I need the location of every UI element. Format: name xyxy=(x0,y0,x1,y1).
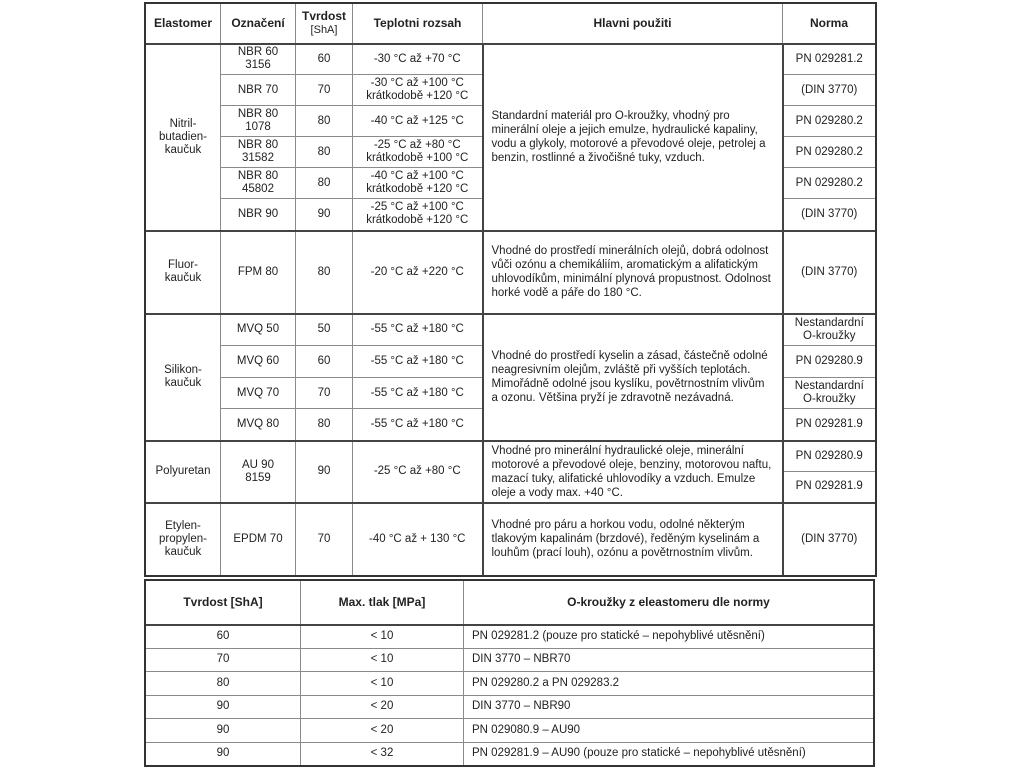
header-max-tlak: Max. tlak [MPa] xyxy=(301,581,464,625)
tvrdost-cell: 50 xyxy=(296,314,353,346)
tvrdost-cell: 70 xyxy=(146,648,301,672)
teplota-cell: -40 °C až + 130 °C xyxy=(353,503,483,576)
table-row xyxy=(146,742,874,766)
tvrdost-cell: 70 xyxy=(296,503,353,576)
elastomer-table xyxy=(145,3,876,576)
table-row xyxy=(146,648,874,672)
oznaceni-cell: NBR 80 45802 xyxy=(221,168,296,199)
tvrdost-cell: 80 xyxy=(296,168,353,199)
max-tlak-cell: < 10 xyxy=(301,648,464,672)
normy-cell: PN 029281.9 – AU90 (pouze pro statické – nepohyblivé utěsnění) xyxy=(464,742,874,766)
tvrdost-cell: 60 xyxy=(146,625,301,649)
norma-cell: Nestandardní O-kroužky xyxy=(783,314,876,346)
header-oznaceni: Označení xyxy=(221,4,296,44)
tvrdost-cell: 90 xyxy=(146,695,301,719)
oznaceni-cell: NBR 80 31582 xyxy=(221,137,296,168)
elastomer-cell: Nitril- butadien- kaučuk xyxy=(146,44,221,231)
elastomer-cell: Polyuretan xyxy=(146,441,221,503)
oznaceni-cell: MVQ 50 xyxy=(221,314,296,346)
oznaceni-cell: NBR 80 1078 xyxy=(221,106,296,137)
norma-cell: PN 029280.9 xyxy=(783,346,876,378)
tvrdost-cell: 90 xyxy=(146,742,301,766)
table-row xyxy=(146,314,876,346)
table-row xyxy=(146,231,876,314)
header-tvrdost: Tvrdost [ShA] xyxy=(146,581,301,625)
table-row xyxy=(146,625,874,649)
teplota-cell: -40 °C až +100 °C krátkodobě +120 °C xyxy=(353,168,483,199)
teplota-cell: -20 °C až +220 °C xyxy=(353,231,483,314)
pouziti-cell: Vhodné pro minerální hydraulické oleje, minerální motorové a převodové oleje, benziny, motorovou naftu, mazací tuky, alifatické uhlovodíky a vzduch. Emulze oleje a vody max. +40 °C. xyxy=(483,441,783,503)
norma-cell: PN 029280.2 xyxy=(783,106,876,137)
tvrdost-cell: 90 xyxy=(296,441,353,503)
oznaceni-cell: NBR 90 xyxy=(221,199,296,231)
norma-cell: (DIN 3770) xyxy=(783,199,876,231)
teplota-cell: -25 °C až +100 °C krátkodobě +120 °C xyxy=(353,199,483,231)
norma-cell: (DIN 3770) xyxy=(783,231,876,314)
teplota-cell: -55 °C až +180 °C xyxy=(353,409,483,441)
oznaceni-cell: NBR 60 3156 xyxy=(221,44,296,75)
tvrdost-cell: 80 xyxy=(296,409,353,441)
normy-cell: PN 029080.9 – AU90 xyxy=(464,719,874,743)
norma-cell: PN 029280.2 xyxy=(783,137,876,168)
header-tvrdost-label: Tvrdost xyxy=(301,8,346,23)
pouziti-cell: Vhodné pro páru a horkou vodu, odolné některým tlakovým kapalinám (brzdové), ředěným kyselinám a louhům (prací louh), ozónu a povětrnostním vlivům. xyxy=(483,503,783,576)
norma-cell: PN 029281.9 xyxy=(783,472,876,503)
table-row xyxy=(146,719,874,743)
tvrdost-cell: 90 xyxy=(296,199,353,231)
elastomer-cell: Etylen- propylen- kaučuk xyxy=(146,503,221,576)
oznaceni-cell: AU 90 8159 xyxy=(221,441,296,503)
header-norma: Norma xyxy=(783,4,876,44)
tvrdost-cell: 80 xyxy=(146,672,301,696)
header-normy: O-kroužky z eleastomeru dle normy xyxy=(464,581,874,625)
norma-cell: (DIN 3770) xyxy=(783,503,876,576)
teplota-cell: -25 °C až +80 °C xyxy=(353,441,483,503)
header-tvrdost xyxy=(296,4,353,44)
teplota-cell: -55 °C až +180 °C xyxy=(353,378,483,409)
max-tlak-cell: < 10 xyxy=(301,625,464,649)
norma-cell: PN 029280.9 xyxy=(783,441,876,472)
teplota-cell: -30 °C až +100 °C krátkodobě +120 °C xyxy=(353,75,483,106)
normy-cell: DIN 3770 – NBR70 xyxy=(464,648,874,672)
normy-cell: PN 029281.2 (pouze pro statické – nepohyblivé utěsnění) xyxy=(464,625,874,649)
normy-cell: PN 029280.2 a PN 029283.2 xyxy=(464,672,874,696)
max-tlak-cell: < 32 xyxy=(301,742,464,766)
teplota-cell: -55 °C až +180 °C xyxy=(353,314,483,346)
header-tvrdost-unit: [ShA] xyxy=(310,23,338,36)
norma-cell: (DIN 3770) xyxy=(783,75,876,106)
teplota-cell: -55 °C až +180 °C xyxy=(353,346,483,378)
teplota-cell: -30 °C až +70 °C xyxy=(353,44,483,75)
pouziti-cell: Standardní materiál pro O-kroužky, vhodný pro minerální oleje a jejich emulze, hydraulické kapaliny, vodu a glykoly, motorové a převodové oleje, petrolej a benzin, rostlinné a živočišné tuky, vzduch. xyxy=(483,44,783,231)
tvrdost-cell: 80 xyxy=(296,231,353,314)
normy-cell: DIN 3770 – NBR90 xyxy=(464,695,874,719)
max-tlak-cell: < 20 xyxy=(301,719,464,743)
norma-cell: PN 029281.2 xyxy=(783,44,876,75)
oznaceni-cell: FPM 80 xyxy=(221,231,296,314)
table-row xyxy=(146,44,876,75)
tvrdost-cell: 60 xyxy=(296,346,353,378)
norma-cell: PN 029281.9 xyxy=(783,409,876,441)
tvrdost-cell: 70 xyxy=(296,378,353,409)
pressure-table xyxy=(145,580,874,766)
tvrdost-cell: 60 xyxy=(296,44,353,75)
pouziti-cell: Vhodné do prostředí kyselin a zásad, částečně odolné neagresivním olejům, zvláště při vyšších teplotách. Mimořádně odolné jsou kyslíku, povětrnostním vlivům a ozonu. Většina pryží je zdravotně nezávadná. xyxy=(483,314,783,441)
oznaceni-cell: MVQ 80 xyxy=(221,409,296,441)
header-teplota: Teplotni rozsah xyxy=(353,4,483,44)
oznaceni-cell: EPDM 70 xyxy=(221,503,296,576)
max-tlak-cell: < 20 xyxy=(301,695,464,719)
oznaceni-cell: MVQ 60 xyxy=(221,346,296,378)
pouziti-cell: Vhodné do prostředí minerálních olejů, dobrá odolnost vůči ozónu a chemikáliím, aromatickým a alifatickým uhlovodíkům, minimální plynová propustnost. Odolnost horké vodě a páře do 180 °C. xyxy=(483,231,783,314)
teplota-cell: -40 °C až +125 °C xyxy=(353,106,483,137)
tvrdost-cell: 90 xyxy=(146,719,301,743)
tvrdost-cell: 80 xyxy=(296,137,353,168)
oznaceni-cell: MVQ 70 xyxy=(221,378,296,409)
elastomer-cell: Silikon- kaučuk xyxy=(146,314,221,441)
norma-cell: PN 029280.2 xyxy=(783,168,876,199)
table-row xyxy=(146,503,876,576)
tvrdost-cell: 70 xyxy=(296,75,353,106)
norma-cell: Nestandardní O-kroužky xyxy=(783,378,876,409)
header-elastomer: Elastomer xyxy=(146,4,221,44)
max-tlak-cell: < 10 xyxy=(301,672,464,696)
table-row xyxy=(146,441,876,472)
elastomer-cell: Fluor- kaučuk xyxy=(146,231,221,314)
teplota-cell: -25 °C až +80 °C krátkodobě +100 °C xyxy=(353,137,483,168)
table-row xyxy=(146,672,874,696)
table-row xyxy=(146,695,874,719)
tvrdost-cell: 80 xyxy=(296,106,353,137)
oznaceni-cell: NBR 70 xyxy=(221,75,296,106)
header-pouziti: Hlavni použiti xyxy=(483,4,783,44)
